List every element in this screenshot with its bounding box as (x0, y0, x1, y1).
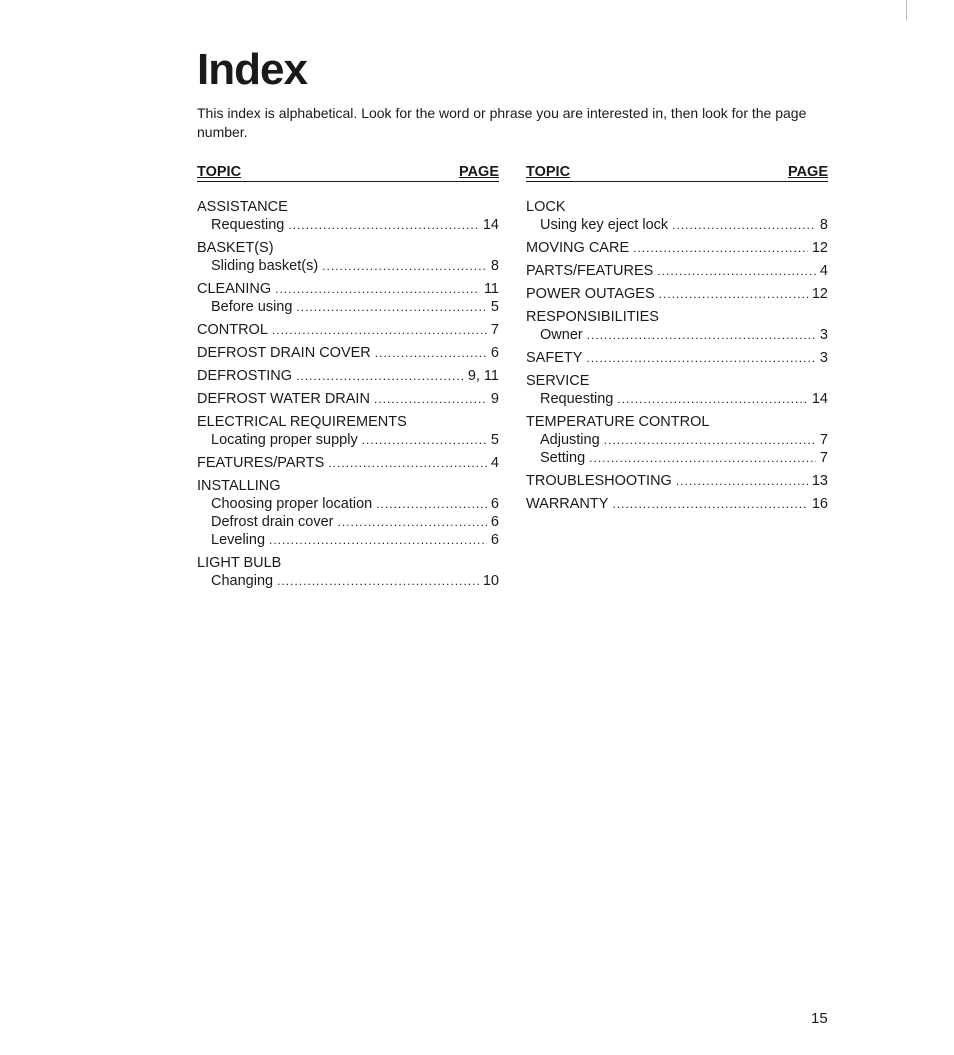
page-ref: 7 (819, 432, 828, 448)
dot-leader (376, 495, 487, 513)
index-entry (197, 280, 499, 316)
index-column-right (526, 164, 828, 518)
index-entry (197, 198, 499, 234)
topic-entry (197, 454, 499, 472)
topic-label: SERVICE (526, 373, 590, 389)
index-entry (526, 239, 828, 257)
dot-leader (322, 257, 487, 275)
dot-leader (374, 390, 487, 408)
index-column-left (197, 164, 499, 595)
sub-entry (197, 495, 499, 513)
dot-leader (296, 298, 487, 316)
index-entry (197, 454, 499, 472)
sub-entry (526, 390, 828, 408)
intro-text: This index is alphabetical. Look for the word or phrase you are interested in, then look for the page number. (197, 105, 807, 140)
index-entry (197, 390, 499, 408)
topic-label: LOCK (526, 199, 566, 215)
topic-label: DEFROSTING (197, 368, 293, 384)
sub-entry (526, 431, 828, 449)
page-ref: 3 (819, 350, 828, 366)
sub-entry-label: Defrost drain cover (211, 514, 334, 530)
dot-leader (612, 495, 807, 513)
page-ref: 6 (490, 496, 499, 512)
page-ref: 4 (819, 263, 828, 279)
sub-entry (526, 326, 828, 344)
dot-leader (269, 531, 487, 549)
page-ref: 8 (490, 258, 499, 274)
page-ref: 9 (490, 391, 499, 407)
dot-leader (362, 431, 487, 449)
index-entry (526, 262, 828, 280)
dot-leader (589, 449, 816, 467)
dot-leader (657, 262, 816, 280)
page-ref: 5 (490, 432, 499, 448)
topic-entry (197, 367, 499, 385)
topic-entry (526, 262, 828, 280)
index-entry (526, 472, 828, 490)
topic-label: LIGHT BULB (197, 555, 282, 571)
column-header (526, 164, 828, 182)
page-ref: 10 (482, 573, 499, 589)
index-entry (197, 321, 499, 339)
index-entry (197, 367, 499, 385)
sub-entry-label: Choosing proper location (211, 496, 373, 512)
topic-entry (197, 344, 499, 362)
dot-leader (338, 513, 487, 531)
sub-entry (197, 216, 499, 234)
entry-list-left (197, 198, 499, 590)
page-ref: 6 (490, 514, 499, 530)
sub-entry-label: Before using (211, 299, 293, 315)
page-ref: 6 (490, 345, 499, 361)
page-title: Index (197, 45, 307, 94)
topic-label: WARRANTY (526, 496, 609, 512)
dot-leader (277, 572, 479, 590)
topic-label: RESPONSIBILITIES (526, 309, 659, 325)
topic-label: TEMPERATURE CONTROL (526, 414, 710, 430)
sub-entry (526, 216, 828, 234)
sub-entry-label: Locating proper supply (211, 432, 358, 448)
column-header (197, 164, 499, 182)
topic-entry (197, 390, 499, 408)
dot-leader (296, 367, 464, 385)
dot-leader (375, 344, 487, 362)
topic-entry (526, 472, 828, 490)
index-entry (197, 239, 499, 275)
page-ref: 7 (819, 450, 828, 466)
index-entry (526, 349, 828, 367)
topic-label: DEFROST DRAIN COVER (197, 345, 371, 361)
topic-entry (526, 349, 828, 367)
index-entry (197, 344, 499, 362)
topic-header: TOPIC (526, 164, 571, 180)
sub-entry (197, 513, 499, 531)
topic-header: TOPIC (197, 164, 242, 180)
sub-entry (197, 298, 499, 316)
topic-label: ELECTRICAL REQUIREMENTS (197, 414, 407, 430)
page-ref: 5 (490, 299, 499, 315)
sub-entry (526, 449, 828, 467)
index-entry (526, 413, 828, 467)
page-ref: 6 (490, 532, 499, 548)
index-entry (197, 477, 499, 549)
page-ref: 12 (811, 240, 828, 256)
page-ref: 12 (811, 286, 828, 302)
topic-label: MOVING CARE (526, 240, 630, 256)
dot-leader (604, 431, 816, 449)
topic-entry (526, 239, 828, 257)
sub-entry (197, 431, 499, 449)
page-header: PAGE (787, 164, 828, 180)
topic-label: CONTROL (197, 322, 268, 338)
index-entry (526, 308, 828, 344)
page-ref: 7 (490, 322, 499, 338)
sub-entry-label: Adjusting (540, 432, 600, 448)
page-header: PAGE (458, 164, 499, 180)
sub-entry (197, 572, 499, 590)
sub-entry (197, 531, 499, 549)
page-ref: 4 (490, 455, 499, 471)
sub-entry-label: Requesting (540, 391, 614, 407)
page-ref: 14 (811, 391, 828, 407)
sub-entry-label: Leveling (211, 532, 266, 548)
sub-entry-label: Requesting (211, 217, 285, 233)
index-entry (526, 285, 828, 303)
dot-leader (617, 390, 808, 408)
index-entry (526, 372, 828, 408)
dot-leader (328, 454, 487, 472)
topic-label: INSTALLING (197, 478, 281, 494)
sub-entry-label: Owner (540, 327, 583, 343)
index-entry (197, 554, 499, 590)
page-edge-mark (906, 0, 907, 20)
topic-label: TROUBLESHOOTING (526, 473, 672, 489)
topic-label: CLEANING (197, 281, 272, 297)
topic-label: POWER OUTAGES (526, 286, 655, 302)
topic-label: SAFETY (526, 350, 583, 366)
sub-entry-label: Setting (540, 450, 586, 466)
entry-list-right (526, 198, 828, 513)
page-ref: 3 (819, 327, 828, 343)
page-ref: 14 (482, 217, 499, 233)
page-number: 15 (811, 1010, 828, 1027)
sub-entry-label: Using key eject lock (540, 217, 669, 233)
topic-entry (197, 321, 499, 339)
index-entry (526, 198, 828, 234)
page-ref: 9, 11 (467, 368, 499, 384)
dot-leader (633, 239, 808, 257)
topic-label: DEFROST WATER DRAIN (197, 391, 370, 407)
index-entry (197, 413, 499, 449)
dot-leader (275, 280, 480, 298)
topic-entry (526, 285, 828, 303)
dot-leader (288, 216, 479, 234)
page-ref: 16 (811, 496, 828, 512)
topic-label: FEATURES/PARTS (197, 455, 325, 471)
topic-entry (526, 495, 828, 513)
dot-leader (587, 326, 816, 344)
sub-entry-label: Changing (211, 573, 274, 589)
dot-leader (676, 472, 808, 490)
topic-entry (197, 280, 499, 298)
dot-leader (659, 285, 808, 303)
page-ref: 8 (819, 217, 828, 233)
page-ref: 11 (483, 281, 499, 297)
sub-entry-label: Sliding basket(s) (211, 258, 319, 274)
topic-label: ASSISTANCE (197, 199, 288, 215)
page-ref: 13 (811, 473, 828, 489)
dot-leader (586, 349, 816, 367)
topic-label: PARTS/FEATURES (526, 263, 654, 279)
sub-entry (197, 257, 499, 275)
topic-label: BASKET(S) (197, 240, 274, 256)
index-entry (526, 495, 828, 513)
dot-leader (272, 321, 487, 339)
dot-leader (672, 216, 816, 234)
